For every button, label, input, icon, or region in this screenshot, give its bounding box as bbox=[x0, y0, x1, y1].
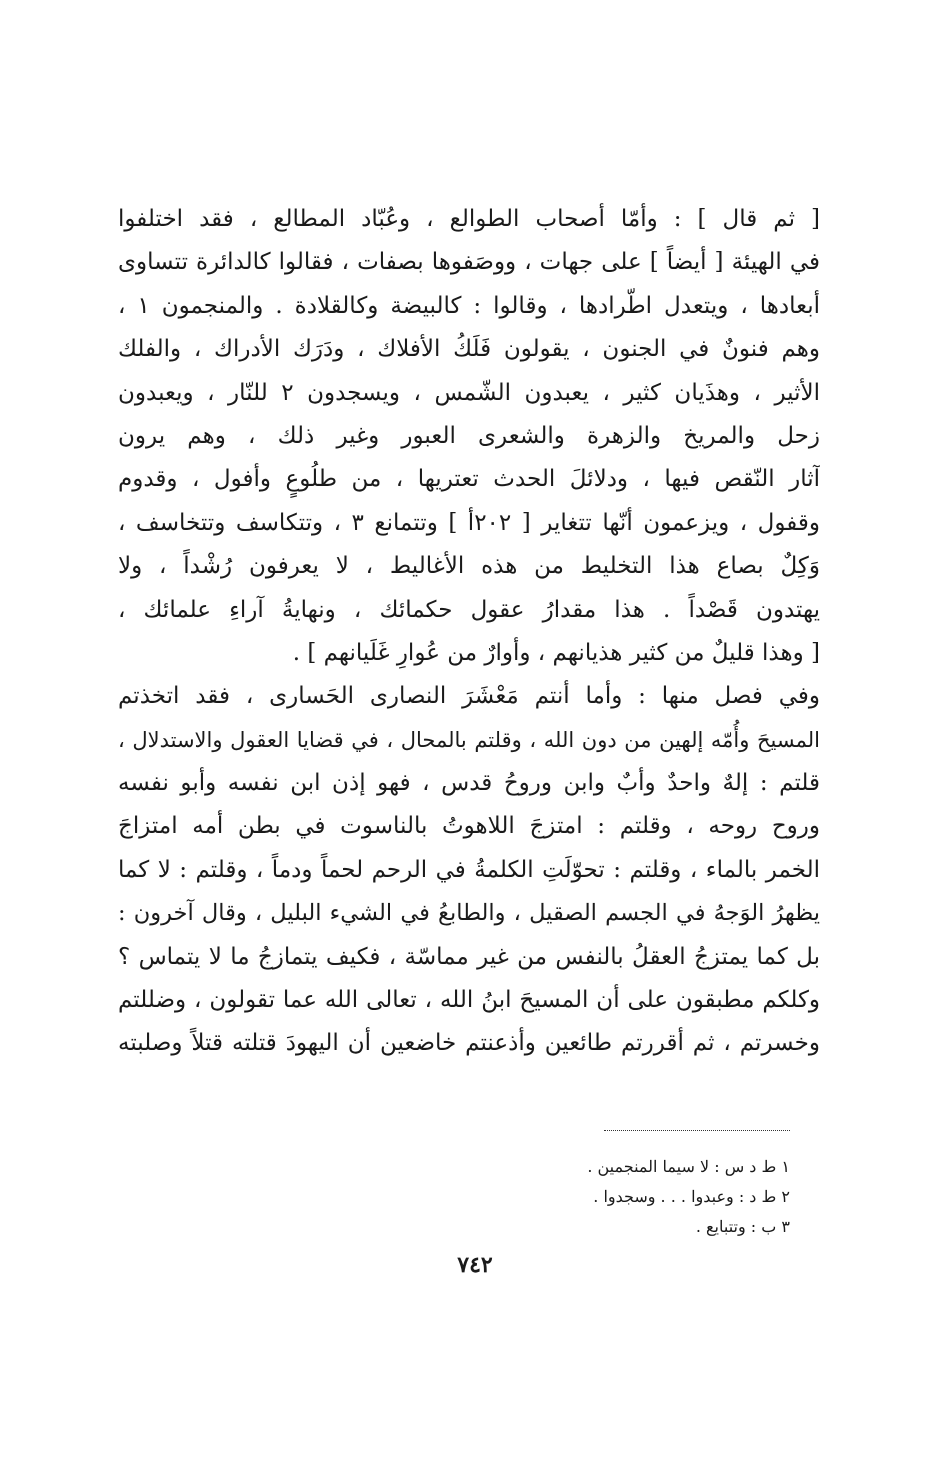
text-line: المسيحَ وأُمّه إلهين من دون الله ، وقلتم بالمحال ، في قضايا العقول والاستدلال ، bbox=[118, 727, 820, 752]
text-line: [ وهذا قليلٌ من كثير هذيانهم ، وأوارٌ من عُوارِ غَلَيانهم ] . bbox=[292, 639, 820, 666]
text-line: الخمر بالماء ، وقلتم : تحوّلَتِ الكلمةُ في الرحم لحماً ودماً ، وقلتم : لا كما bbox=[118, 856, 820, 883]
text-line: [ ثم قال ] : وأمّا أصحاب الطوالع ، وعُبّاد المطالع ، فقد اختلفوا bbox=[118, 206, 820, 232]
footnote: ١ ط د س : لا سيما المنجمين . bbox=[587, 1157, 790, 1176]
text-line: وروح روحه ، وقلتم : امتزجَ اللاهوتُ بالناسوت في بطن أمه امتزاجَ bbox=[118, 813, 820, 840]
page-number: ٧٤٢ bbox=[457, 1252, 493, 1278]
text-line: يهتدون قَصْداً . هذا مقدارُ عقول حكمائك ، ونهايةُ آراءِ علمائك ، bbox=[118, 596, 820, 623]
text-line: وخسرتم ، ثم أقررتم طائعين وأذعنتم خاضعين أن اليهودَ قتلته قتلاً وصلبته bbox=[118, 1030, 820, 1057]
main-text bbox=[118, 198, 820, 1066]
footnotes bbox=[587, 1152, 790, 1242]
text-line: آثار النّقص فيها ، ودلائلَ الحدث تعتريها ، من طلُوعٍ وأفول ، وقدوم bbox=[118, 466, 820, 493]
text-line: وفي فصل منها : وأما أنتم مَعْشَرَ النصارى الحَسارى ، فقد اتخذتم bbox=[118, 683, 820, 710]
text-line: وَكِلٌ بصاع هذا التخليط من هذه الأغاليط ، لا يعرفون رُشْداً ، ولا bbox=[118, 553, 820, 580]
text-line: الأثير ، وهذَيان كثير ، يعبدون الشّمس ، ويسجدون ٢ للنّار ، ويعبدون bbox=[118, 379, 820, 406]
text-line: زحل والمريخ والزهرة والشعرى العبور وغير ذلك ، وهم يرون bbox=[118, 422, 820, 449]
footnote: ٢ ط د : وعبدوا . . . وسجدوا . bbox=[593, 1187, 790, 1206]
text-line: وقفول ، ويزعمون أنّها تتغاير [ ٢٠٢أ ] وتتمانع ٣ ، وتتكاسف وتتخاسف ، bbox=[118, 509, 820, 536]
text-line: وكلكم مطبقون على أن المسيحَ ابنُ الله ، تعالى الله عما تقولون ، وضللتم bbox=[118, 987, 820, 1014]
text-line: بل كما يمتزجُ العقلُ بالنفس من غير مماسّة ، فكيف يتمازجُ ما لا يتماس ؟ bbox=[118, 943, 820, 970]
footnote-separator bbox=[604, 1130, 790, 1131]
text-line: في الهيئة [ أيضاً ] على جهات ، ووصَفوها بصفات ، فقالوا كالدائرة تتساوى bbox=[118, 249, 820, 276]
text-line: أبعادها ، ويتعدل اطّرادها ، وقالوا : كالبيضة وكالقلادة . والمنجمون ١ ، bbox=[118, 292, 820, 319]
text-line: وهم فنونٌ في الجنون ، يقولون فَلَكُ الأفلاك ، ودَرَك الأدراك ، والفلك bbox=[118, 336, 820, 363]
text-line: يظهرُ الوَجهُ في الجسم الصقيل ، والطابعُ في الشيء البليل ، وقال آخرون : bbox=[118, 900, 820, 927]
footnote: ٣ ب : وتتبايع . bbox=[695, 1217, 790, 1236]
text-line: قلتم : إلهٌ واحدٌ وأبٌ وابن وروحُ قدس ، فهو إذن ابن نفسه وأبو نفسه bbox=[118, 770, 820, 797]
